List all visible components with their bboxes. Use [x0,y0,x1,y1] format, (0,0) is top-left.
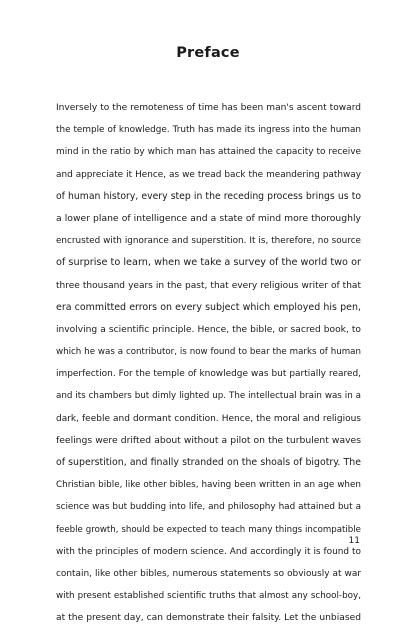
body-line: involving a scientific principle. Hence, the bible, or sacred book, to [56,324,361,335]
body-line: science was but budding into life, and philosophy had attained but a [56,502,361,513]
body-line: of surprise to learn, when we take a survey of the world two or [56,257,361,269]
body-line: with present established scientific truths that almost any school-boy, [56,591,361,602]
body-line: feelings were drifted about without a pilot on the turbulent waves [56,434,361,446]
body-line: feeble growth, should be expected to teach many things incompatible [56,524,361,535]
body-line: a lower plane of intelligence and a state of mind more thoroughly [56,212,361,224]
body-line: dark, feeble and dormant condition. Hence, the moral and religious [56,413,361,424]
body-line: of human history, every step in the receding process brings us to [56,190,361,202]
body-line: at the present day, can demonstrate their falsity. Let the unbiased [56,613,361,624]
body-line: and appreciate it Hence, as we tread back the meandering pathway [56,169,361,180]
body-line: three thousand years in the past, that every religious writer of that [56,280,361,291]
body-text [56,97,361,630]
chapter-title: Preface [176,45,240,61]
body-line: imperfection. For the temple of knowledge was but partially reared, [56,369,361,380]
body-line: era committed errors on every subject which employed his pen, [56,301,361,313]
body-line: encrusted with ignorance and superstition. It is, therefore, no source [56,236,361,247]
body-line: which he was a contributor, is now found to bear the marks of human [56,347,361,358]
body-line: and its chambers but dimly lighted up. The intellectual brain was in a [56,391,361,402]
body-line: contain, like other bibles, numerous statements so obviously at war [56,568,361,579]
body-line: mind in the ratio by which man has attained the capacity to receive [56,147,361,158]
body-line: Inversely to the remoteness of time has been man's ascent toward [56,103,361,113]
body-line: of superstition, and finally stranded on the shoals of bigotry. The [56,457,361,468]
body-line: the temple of knowledge. Truth has made its ingress into the human [56,125,361,136]
body-line: with the principles of modern science. And accordingly it is found to [56,546,361,557]
body-line: Christian bible, like other bibles, having been written in an age when [56,480,361,491]
page-number: 11 [348,536,360,546]
